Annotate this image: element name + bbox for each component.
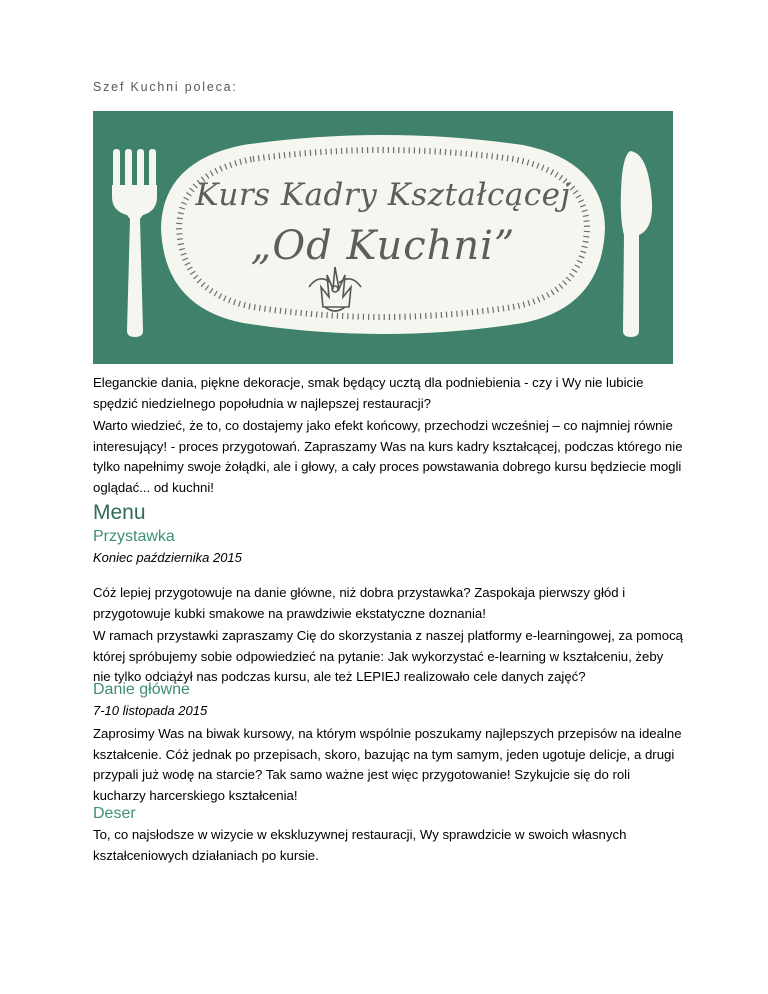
dessert-heading: Deser: [93, 805, 136, 822]
intro-paragraph-1: Eleganckie dania, piękne dekoracje, smak będący ucztą dla podniebienia - czy i Wy nie lubicie spędzić niedzielnego popołudnia w najlepszej restauracji?: [93, 375, 644, 411]
intro-paragraph-2: Warto wiedzieć, że to, co dostajemy jako efekt końcowy, przechodzi wcześniej – co najmniej równie interesujący! - proces przygotowań. Zapraszamy Was na kurs kadry kształcącej, podczas którego nie tylko napełnimy swoje żołądki, ale i głowy, a cały proces powstawania dobrego kursu będziecie mogli oglądać... od kuchni!: [93, 418, 683, 495]
menu-heading: Menu: [93, 501, 146, 524]
course-banner: [93, 111, 673, 364]
dessert-paragraph: To, co najsłodsze w wizycie w ekskluzywnej restauracji, Wy sprawdzicie w swoich własnych kształceniowych działaniach po kursie.: [93, 827, 627, 863]
starter-heading: Przystawka: [93, 528, 175, 545]
starter-paragraph-2: W ramach przystawki zapraszamy Cię do skorzystania z naszej platformy e-learningowej, za pomocą której spróbujemy sobie odpowiedzieć na pytanie: Jak wykorzystać e-learning w kształceniu, żeby nie tylko odciążył nas podczas kursu, ale też LEPIEJ realizowało cele danych zajęć?: [93, 628, 683, 684]
main-course-heading: Danie główne: [93, 681, 190, 698]
main-course-date: 7-10 listopada 2015: [93, 703, 208, 718]
banner-title-line-1: Kurs Kadry Kształcącej: [195, 177, 571, 213]
banner-title-line-2: „Od Kuchni”: [250, 223, 516, 269]
kicker-text: Szef Kuchni poleca:: [93, 80, 238, 94]
main-course-paragraph: Zaprosimy Was na biwak kursowy, na którym wspólnie poszukamy najlepszych przepisów na idealne kształcenie. Cóż jednak po przepisach, skoro, bazując na tym samym, jeden ugotuje delicje, a drugi przypali już wodę na starcie? Tak samo ważne jest więc przygotowanie! Szykujcie się do roli kucharzy harcerskiego kształcenia!: [93, 726, 682, 803]
starter-date: Koniec października 2015: [93, 550, 242, 565]
starter-paragraph-1: Cóż lepiej przygotowuje na danie główne, niż dobra przystawka? Zaspokaja pierwszy głód i przygotowuje kubki smakowe na prawdziwie ekstatyczne doznania!: [93, 585, 626, 621]
